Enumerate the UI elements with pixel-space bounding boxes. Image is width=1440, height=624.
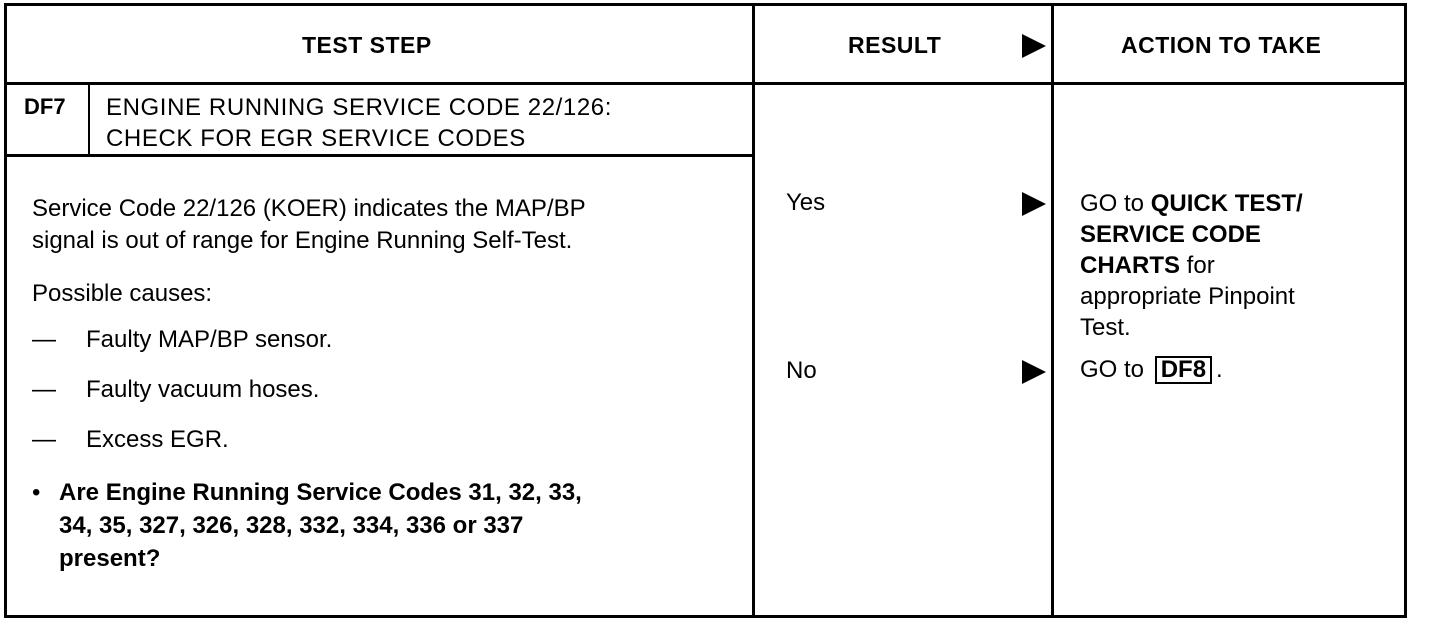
action-yes-line4: appropriate Pinpoint [1080,283,1295,310]
column-divider-action [1051,3,1054,618]
question-line3: present? [59,545,161,572]
header-result: RESULT [848,32,942,58]
dash-mark: — [32,326,56,353]
cause-text: Excess EGR. [86,426,229,453]
question-line1: Are Engine Running Service Codes 31, 32, 33, [59,479,582,506]
result-yes: Yes [786,189,826,216]
header-action: ACTION TO TAKE [1121,32,1322,58]
column-divider-result [752,3,755,618]
result-yes-arrow-icon [1022,192,1046,216]
bullet-icon: • [32,479,41,506]
question-line2: 34, 35, 327, 326, 328, 332, 334, 336 or 337 [59,512,524,539]
cause-item [32,426,229,454]
step-id-divider [88,82,90,157]
dash-mark: — [32,376,56,403]
result-no-arrow-icon [1022,360,1046,384]
cause-item [32,326,332,354]
step-title-line2: CHECK FOR EGR SERVICE CODES [106,125,526,152]
step-id: DF7 [24,94,66,119]
action-yes-ref2: SERVICE CODE [1080,221,1261,248]
dash-mark: — [32,426,56,453]
action-no [1080,354,1223,385]
action-yes-ref3: CHARTS [1080,252,1180,279]
action-no-go: GO to [1080,356,1145,383]
action-yes [1080,188,1303,343]
step-title-line1: ENGINE RUNNING SERVICE CODE 22/126: [106,94,613,121]
step-title [106,92,612,154]
cause-text: Faulty vacuum hoses. [86,376,320,403]
description-line2: signal is out of range for Engine Running Self-Test. [32,227,573,254]
header-divider [4,82,1407,85]
action-yes-line5: Test. [1080,314,1131,341]
result-no: No [786,357,817,384]
action-yes-for: for [1186,252,1215,279]
question-text [59,476,582,575]
step-title-divider [4,154,755,157]
header-test-step: TEST STEP [302,32,432,58]
possible-causes-label: Possible causes: [32,280,213,307]
cause-item [32,376,319,404]
action-yes-go: GO to [1080,190,1145,217]
header-arrow-icon [1022,34,1046,58]
action-yes-ref1: QUICK TEST/ [1150,190,1303,217]
description-line1: Service Code 22/126 (KOER) indicates the MAP/BP [32,195,586,222]
cause-text: Faulty MAP/BP sensor. [86,326,333,353]
action-no-ref-box: DF8 [1155,356,1212,384]
action-no-period: . [1216,356,1223,383]
